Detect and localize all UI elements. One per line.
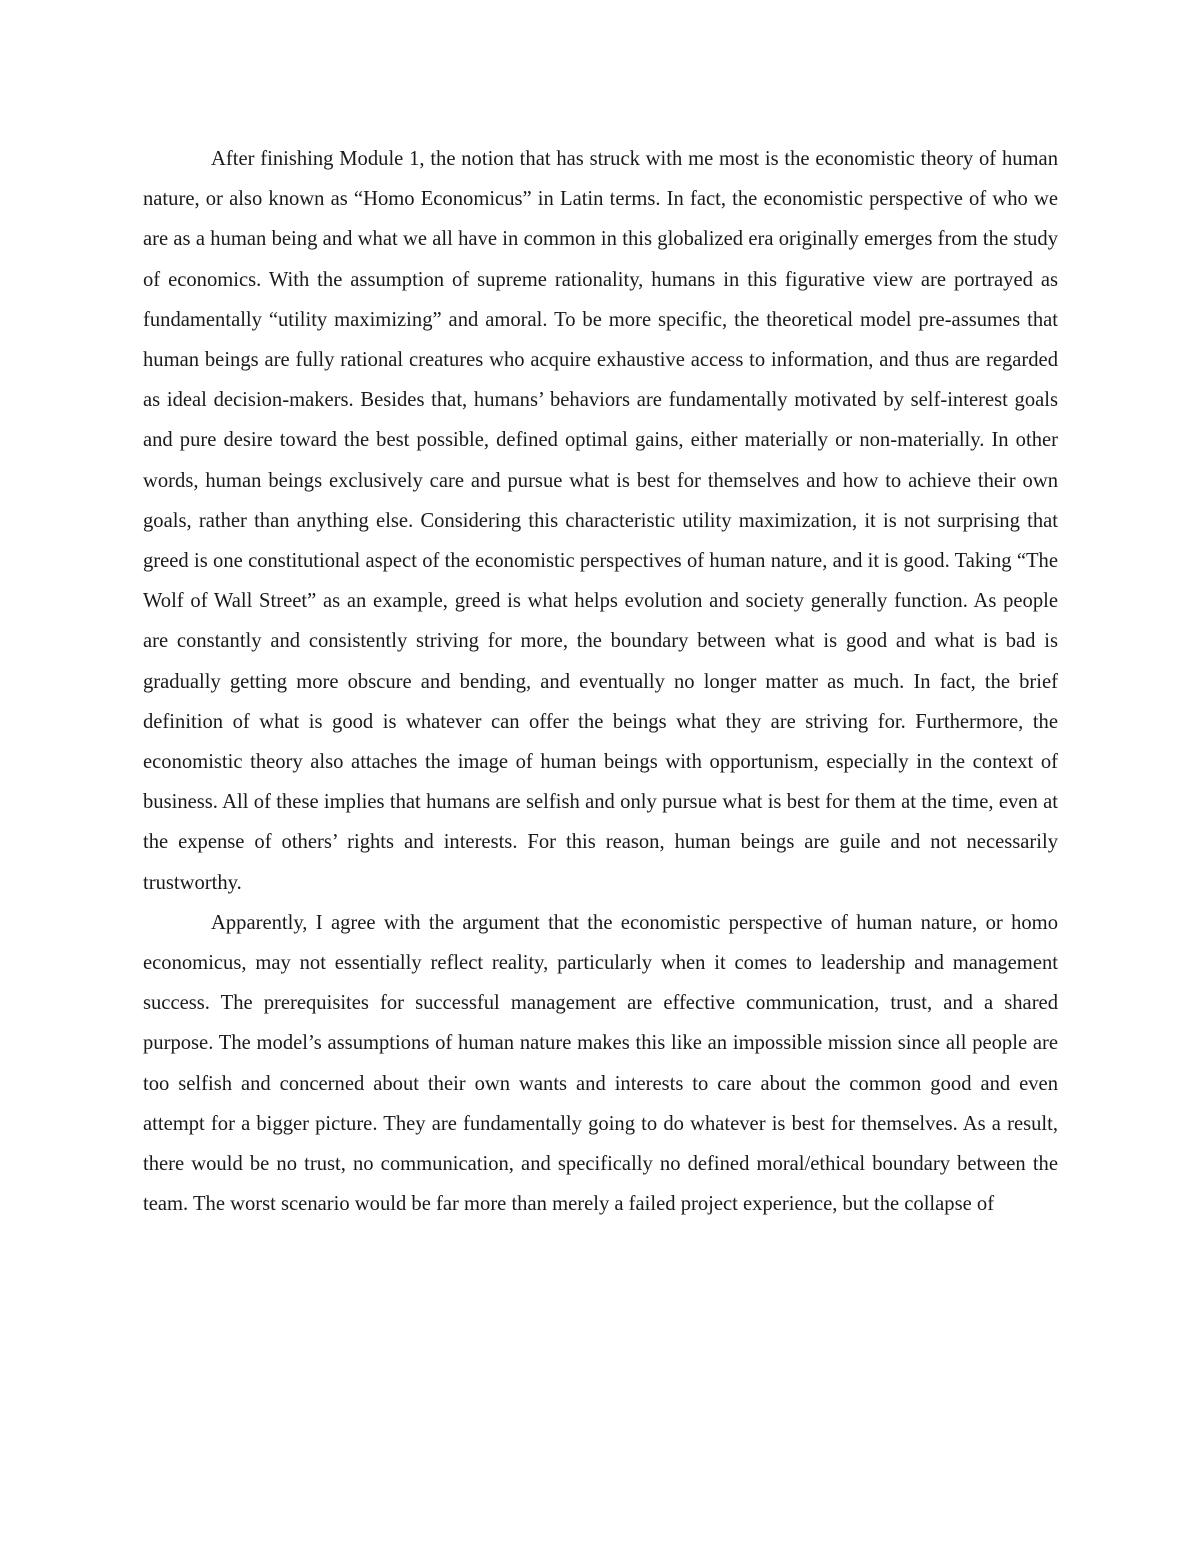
- document-body: [143, 139, 1058, 1224]
- paragraph-2: Apparently, I agree with the argument that the economistic perspective of human nature, or homo economicus, may not essentially reflect reality, particularly when it comes to leadership and management success. The prerequisites for successful management are effective communication, trust, and a shared purpose. The model’s assumptions of human nature makes this like an impossible mission since all people are too selfish and concerned about their own wants and interests to care about the common good and even attempt for a bigger picture. They are fundamentally going to do whatever is best for themselves. As a result, there would be no trust, no communication, and specifically no defined moral/ethical boundary between the team. The worst scenario would be far more than merely a failed project experience, but the collapse of: [143, 911, 1058, 1216]
- paragraph-1: After finishing Module 1, the notion that has struck with me most is the economistic theory of human nature, or also known as “Homo Economicus” in Latin terms. In fact, the economistic perspective of who we are as a human being and what we all have in common in this globalized era originally emerges from the study of economics. With the assumption of supreme rationality, humans in this figurative view are portrayed as fundamentally “utility maximizing” and amoral. To be more specific, the theoretical model pre-assumes that human beings are fully rational creatures who acquire exhaustive access to information, and thus are regarded as ideal decision-makers. Besides that, humans’ behaviors are fundamentally motivated by self-interest goals and pure desire toward the best possible, defined optimal gains, either materially or non-materially. In other words, human beings exclusively care and pursue what is best for themselves and how to achieve their own goals, rather than anything else. Considering this characteristic utility maximization, it is not surprising that greed is one constitutional aspect of the economistic perspectives of human nature, and it is good. Taking “The Wolf of Wall Street” as an example, greed is what helps evolution and society generally function. As people are constantly and consistently striving for more, the boundary between what is good and what is bad is gradually getting more obscure and bending, and eventually no longer matter as much. In fact, the brief definition of what is good is whatever can offer the beings what they are striving for. Furthermore, the economistic theory also attaches the image of human beings with opportunism, especially in the context of business. All of these implies that humans are selfish and only pursue what is best for them at the time, even at the expense of others’ rights and interests. For this reason, human beings are guile and not necessarily trustworthy.: [143, 148, 1058, 894]
